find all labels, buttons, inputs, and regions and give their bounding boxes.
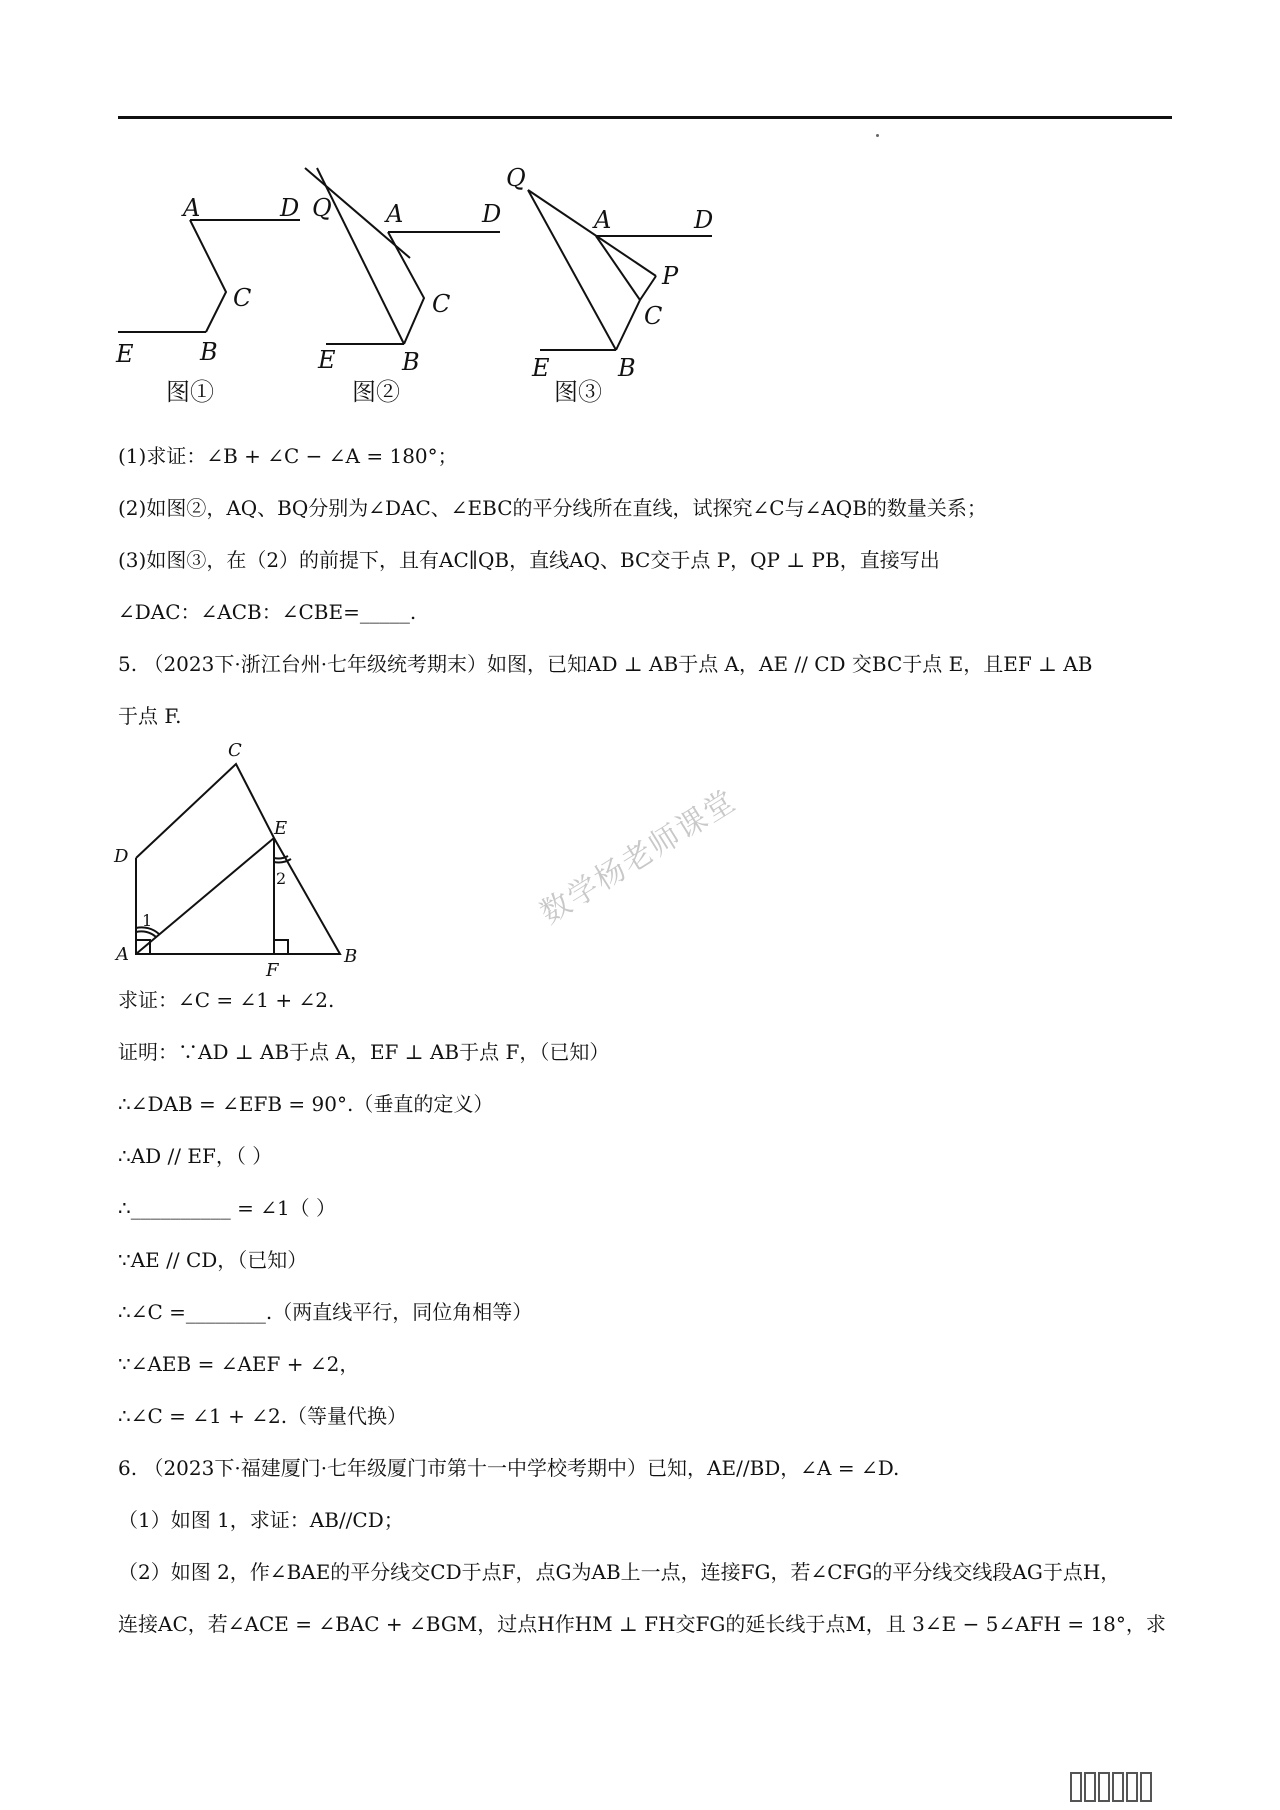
- q6-part2b: 连接AC，若∠ACE = ∠BAC + ∠BGM，过点H作HM ⊥ FH交FG的延长线于点M，且 3∠E − 5∠AFH = 18°，求: [118, 1612, 1166, 1636]
- q5-line-7: ∴∠C =________.（两直线平行，同位角相等）: [118, 1300, 533, 1324]
- q5-label-E: E: [274, 818, 288, 839]
- watermark: 数学杨老师课堂: [534, 783, 743, 932]
- q5-line-6: ∵AE // CD，（已知）: [118, 1248, 308, 1272]
- q5-figure: [100, 740, 500, 980]
- fig1-label-D: D: [280, 194, 300, 222]
- q4-part3b: ∠DAC：∠ACB：∠CBE=_____.: [118, 600, 417, 624]
- q5-label-1: 1: [142, 911, 153, 930]
- figure-1: [118, 220, 300, 332]
- fig2-label-Q: Q: [312, 194, 332, 222]
- fig3-label-P: P: [662, 262, 679, 290]
- fig2-label-E: E: [318, 346, 336, 374]
- figure-3: [528, 190, 712, 350]
- fig2-label-A: A: [386, 200, 404, 228]
- corner-mark: [1070, 1772, 1082, 1802]
- q6-stem: 6. （2023下·福建厦门·七年级厦门市第十一中学校考期中）已知，AE//BD，∠A = ∠D.: [118, 1456, 900, 1480]
- fig2-label-C: C: [432, 290, 451, 318]
- fig2-label-B: B: [402, 348, 420, 376]
- q4-part1: (1)求证：∠B + ∠C − ∠A = 180°；: [118, 444, 458, 468]
- q5-stem2: 于点 F.: [118, 704, 182, 728]
- q6-part2: （2）如图 2，作∠BAE的平分线交CD于点F，点G为AB上一点，连接FG，若∠CFG的平分线交线段AG于点H，: [118, 1560, 1121, 1584]
- corner-mark: [1140, 1772, 1152, 1802]
- q5-line-1: 求证：∠C = ∠1 + ∠2.: [118, 988, 335, 1012]
- q4-part3: (3)如图③，在（2）的前提下，且有AC∥QB，直线AQ、BC交于点 P，QP ⊥ PB，直接写出: [118, 548, 940, 572]
- q5-line-8: ∵∠AEB = ∠AEF + ∠2，: [118, 1352, 360, 1376]
- q5-line-9: ∴∠C = ∠1 + ∠2.（等量代换）: [118, 1404, 408, 1428]
- fig2-caption: 图②: [352, 378, 400, 406]
- q5-label-A: A: [116, 944, 129, 965]
- corner-mark: [1084, 1772, 1096, 1802]
- q5-label-C: C: [228, 740, 242, 761]
- q5-line-3: ∴∠DAB = ∠EFB = 90°.（垂直的定义）: [118, 1092, 494, 1116]
- q5-line-4: ∴AD // EF，（ ）: [118, 1144, 273, 1168]
- fig1-label-E: E: [116, 340, 134, 368]
- q5-stem: 5. （2023下·浙江台州·七年级统考期末）如图，已知AD ⊥ AB于点 A，AE // CD 交BC于点 E，且EF ⊥ AB: [118, 652, 1093, 676]
- fig3-label-C: C: [644, 302, 663, 330]
- figure-2: [305, 168, 500, 344]
- fig3-label-D: D: [694, 206, 714, 234]
- fig1-label-C: C: [233, 284, 252, 312]
- q5-line-5: ∴__________ = ∠1（ ）: [118, 1196, 337, 1220]
- fig2-label-D: D: [482, 200, 502, 228]
- q5-label-2: 2: [276, 869, 287, 888]
- fig3-label-E: E: [532, 354, 550, 382]
- fig1-label-B: B: [200, 338, 218, 366]
- q5-label-B: B: [344, 946, 358, 967]
- q5-line-2: 证明：∵AD ⊥ AB于点 A，EF ⊥ AB于点 F，（已知）: [118, 1040, 610, 1064]
- fig1-label-A: A: [183, 194, 201, 222]
- q5-label-D: D: [114, 846, 129, 867]
- q4-part2: (2)如图②，AQ、BQ分别为∠DAC、∠EBC的平分线所在直线，试探究∠C与∠AQB的数量关系；: [118, 496, 987, 520]
- fig3-caption: 图③: [554, 378, 602, 406]
- figures-top: [0, 0, 1280, 420]
- corner-mark: [1126, 1772, 1138, 1802]
- fig3-label-B: B: [618, 354, 636, 382]
- fig3-label-Q: Q: [506, 164, 526, 192]
- corner-mark: [1098, 1772, 1110, 1802]
- fig1-caption: 图①: [166, 378, 214, 406]
- fig3-label-A: A: [594, 206, 612, 234]
- q6-part1: （1）如图 1，求证：AB//CD；: [118, 1508, 404, 1532]
- q5-label-F: F: [266, 960, 279, 980]
- corner-mark: [1112, 1772, 1124, 1802]
